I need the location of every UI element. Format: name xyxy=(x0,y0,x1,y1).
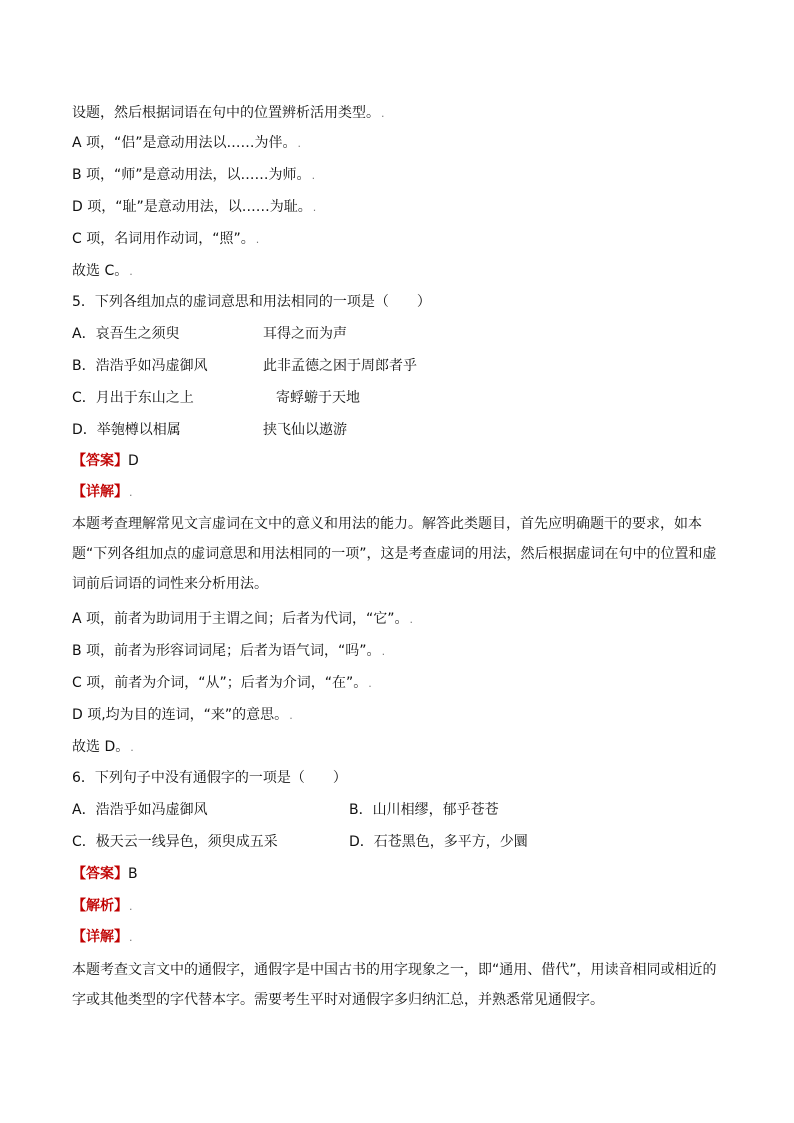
q5-detail-d: D 项,均为目的连词，“来”的意思。. xyxy=(72,707,293,723)
q6-option-c-text: 极天云一线异色，须臾成五采 xyxy=(95,834,278,850)
q5-option-b-left xyxy=(72,356,208,376)
q4-conclusion-text: 故选 C。 xyxy=(72,263,129,279)
q4-line-d-text: D 项，“耻”是意动用法，以……为耻。 xyxy=(72,199,312,215)
q6-option-b-text: 山川相缪，郁乎苍苍 xyxy=(372,802,499,818)
q5-detail-tag: 【详解】 xyxy=(72,484,128,500)
q4-line-c-text: C 项，名词用作动词，“照”。 xyxy=(72,231,255,247)
q6-option-b-label: B． xyxy=(349,802,373,818)
q5-option-b-left-text: 浩浩乎如冯虚御风 xyxy=(95,358,208,374)
q5-stem: 5．下列各组加点的虚词意思和用法相同的一项是（ ） xyxy=(72,294,431,310)
q6-option-a-label: A． xyxy=(72,802,96,818)
q5-option-d-left-text: 举匏樽以相属 xyxy=(96,422,181,438)
q5-option-a-left-text: 哀吾生之须臾 xyxy=(95,326,180,342)
q5-detail-heading: 【详解】. xyxy=(72,484,133,500)
q6-option-c-label: C． xyxy=(72,834,96,850)
q5-answer-tag: 【答案】 xyxy=(72,453,128,469)
q4-intro-text: 设题，然后根据词语在句中的位置辨析活用类型。 xyxy=(72,105,380,121)
q6-stem: 6．下列句子中没有通假字的一项是（ ） xyxy=(72,770,347,786)
q6-option-d-label: D． xyxy=(349,834,374,850)
q5-option-a-label: A． xyxy=(72,326,96,342)
q6-analysis-heading: 【解析】. xyxy=(72,898,133,914)
q4-line-c: C 项，名词用作动词，“照”。. xyxy=(72,231,260,247)
q5-answer-value: D xyxy=(128,453,139,469)
q5-option-c-left xyxy=(72,388,194,408)
q6-detail-heading: 【详解】. xyxy=(72,929,133,945)
q5-detail-c: C 项，前者为介词，“从”；后者为介词，“在”。. xyxy=(72,675,372,691)
q5-option-b-label: B． xyxy=(72,358,96,374)
q6-option-a-text: 浩浩乎如冯虚御风 xyxy=(95,802,208,818)
q5-option-c-label: C． xyxy=(72,390,96,406)
q6-option-d xyxy=(349,832,528,852)
q5-option-d-right: 挟飞仙以遨游 xyxy=(263,422,347,438)
q5-detail-d-text: D 项,均为目的连词，“来”的意思。 xyxy=(72,707,289,723)
q4-line-b-text: B 项，“师”是意动用法，以……为师。 xyxy=(72,167,311,183)
q5-option-c-right: 寄蜉蝣于天地 xyxy=(276,390,360,406)
q6-analysis-tag: 【解析】 xyxy=(72,898,128,914)
q6-option-b xyxy=(349,800,499,820)
q6-answer xyxy=(72,864,138,884)
q4-line-b: B 项，“师”是意动用法，以……为师。. xyxy=(72,167,316,183)
q5-detail-a: A 项，前者为助词用于主谓之间；后者为代词，“它”。. xyxy=(72,611,414,627)
q5-option-d-label: D． xyxy=(72,422,97,438)
q5-detail-paragraph: 本题考查理解常见文言虚词在文中的意义和用法的能力。解答此类题目，首先应明确题干的要求，如本题“下列各组加点的虚词意思和用法相同的一项”，这是考查虚词的用法，然后根据虚词在句中的位置和虚词前后词语的词性来分析用法。 xyxy=(72,516,717,592)
q5-option-a-left xyxy=(72,324,180,344)
q6-option-c xyxy=(72,832,278,852)
q4-line-a-text: A 项，“侣”是意动用法以……为伴。 xyxy=(72,135,297,151)
q4-line-a: A 项，“侣”是意动用法以……为伴。. xyxy=(72,135,302,151)
q5-option-a-right: 耳得之而为声 xyxy=(263,326,347,342)
q4-line-d: D 项，“耻”是意动用法，以……为耻。. xyxy=(72,199,317,215)
q5-detail-c-text: C 项，前者为介词，“从”；后者为介词，“在”。 xyxy=(72,675,368,691)
q6-detail-tag: 【详解】 xyxy=(72,929,128,945)
q5-conclusion: 故选 D。. xyxy=(72,739,134,755)
q5-conclusion-text: 故选 D。 xyxy=(72,739,130,755)
q5-answer xyxy=(72,451,139,471)
q5-detail-b: B 项，前者为形容词词尾；后者为语气词，“吗”。. xyxy=(72,643,386,659)
q6-detail-paragraph: 本题考查文言文中的通假字，通假字是中国古书的用字现象之一，即“通用、借代”，用读音相同或相近的字或其他类型的字代替本字。需要考生平时对通假字多归纳汇总，并熟悉常见通假字。 xyxy=(72,962,717,1008)
q6-answer-value: B xyxy=(128,866,138,882)
q6-option-a xyxy=(72,800,208,820)
q4-intro-tail: 设题，然后根据词语在句中的位置辨析活用类型。. xyxy=(72,105,385,121)
q6-answer-tag: 【答案】 xyxy=(72,866,128,882)
q5-detail-a-text: A 项，前者为助词用于主谓之间；后者为代词，“它”。 xyxy=(72,611,409,627)
q5-option-c-left-text: 月出于东山之上 xyxy=(95,390,194,406)
q5-option-b-right: 此非孟德之困于周郎者乎 xyxy=(263,358,417,374)
q5-detail-b-text: B 项，前者为形容词词尾；后者为语气词，“吗”。 xyxy=(72,643,381,659)
q4-conclusion: 故选 C。. xyxy=(72,263,133,279)
q5-option-d-left xyxy=(72,420,181,440)
q6-option-d-text: 石苍黑色，多平方，少圜 xyxy=(373,834,528,850)
